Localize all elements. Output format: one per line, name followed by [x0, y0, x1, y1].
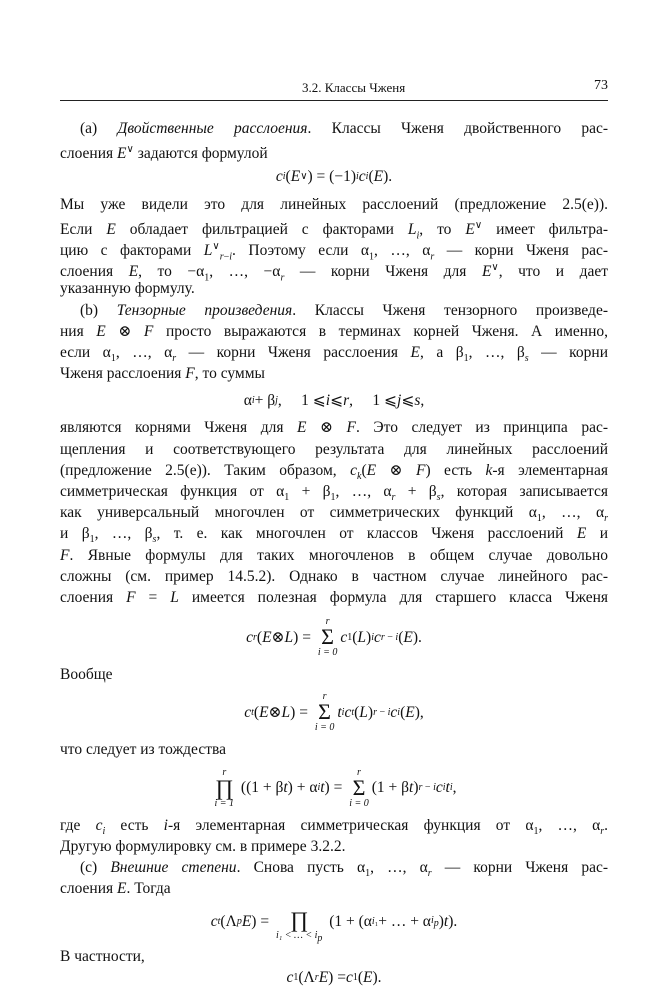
- text-line: если $\alpha_1$, …, $\alpha_r$ — корни Чженя расслоения E, а $\beta_1$, …, $\beta_s$ — корни: [60, 343, 608, 364]
- page-body: [60, 118, 608, 989]
- text-line: Если E обладает фильтрацией с факторами $L_i$, то E∨ имеет фильтра-: [60, 219, 608, 242]
- section-title: 3.2. Классы Чженя: [302, 80, 406, 95]
- formula-identity: r ∏ i = 1 ((1 + β t ) + α i t ) = r Σ i = 0 (1 + β t ) r − i c i t i ,: [214, 766, 457, 809]
- text-line: слоения E∨ задаются формулой: [60, 144, 268, 163]
- running-header: [60, 78, 608, 101]
- text-line: слоения E. Тогда: [60, 880, 171, 898]
- formula-dual: c i ( E ∨ ) = (−1) i c i ( E ).: [275, 168, 393, 186]
- text-line: Чженя расслоения F, то суммы: [60, 365, 265, 383]
- formula-sums: α i + β j , 1 ⩽ i ⩽ r , 1 ⩽ j ⩽ s ,: [243, 392, 425, 410]
- text-line: щепления и соответствующего результата для линейных расслоений: [60, 440, 608, 458]
- text-line: (c) Внешние степени. Снова пусть $\alpha_1$, …, $\alpha_r$ — корни Чженя рас-: [80, 858, 609, 879]
- text-line: являются корнями Чженя для E ⊗ F. Это следует из принципа рас-: [60, 419, 608, 437]
- page-number: 73: [594, 78, 608, 93]
- text-line: симметрическая функция от $\alpha_1 + \beta_1$, …, $\alpha_r + \beta_s$, которая записывается: [60, 483, 608, 504]
- text-line: цию с факторами $L^\vee_{r-i}$. Поэтому если $\alpha_1$, …, $\alpha_r$ — корни Чженя рас-: [60, 240, 608, 263]
- text-line: где $c_i$ есть i-я элементарная симметрическая функция от $\alpha_1$, …, $\alpha_r$.: [60, 816, 608, 837]
- text-line: слоения F = L имеется полезная формула для старшего класса Чженя: [60, 588, 608, 606]
- text-line: F. Явные формулы для таких многочленов в общем случае довольно: [60, 546, 608, 564]
- text-line: слоения E, то $-\alpha_1$, …, $-\alpha_r$ — корни Чженя для E∨, что и дает: [60, 262, 609, 284]
- formula-top-class: c r ( E ⊗ L ) = r Σ i = 0 c 1 ( L ) i c r − i ( E ).: [246, 616, 422, 659]
- text-line: Другую формулировку см. в примере 3.2.2.: [60, 837, 346, 855]
- text-line: В частности,: [60, 948, 145, 966]
- text-line: указанную формулу.: [60, 280, 195, 298]
- text-line: Вообще: [60, 666, 113, 684]
- formula-total-class: c t ( E ⊗ L ) = r Σ i = 0 t i c t ( L ) r − i c i ( E ),: [244, 691, 424, 734]
- text-line: (a) Двойственные расслоения. Классы Чженя двойственного рас-: [80, 120, 608, 137]
- text-line: ния E ⊗ F просто выражаются в терминах корней Чженя. А именно,: [60, 322, 608, 340]
- text-line: и $\beta_1$, …, $\beta_s$, т. е. как многочлен от классов Чженя расслоений E и: [60, 525, 608, 546]
- text-line: как универсальный многочлен от симметрических функций $\alpha_1$, …, $\alpha_r$: [60, 504, 608, 525]
- text-line: (b) Тензорные произведения. Классы Чженя тензорного произведе-: [80, 301, 608, 319]
- formula-top-exterior: c 1 (Λ r E ) = c 1 ( E ).: [286, 969, 382, 987]
- formula-exterior: c t (Λ p E ) = ∏ i₁ < … < $i_p$ (1 + (α i₁ + … + α $i_p$ ) t ).: [210, 907, 458, 945]
- text-line: Мы уже видели это для линейных расслоений (предложение 2.5(e)).: [60, 195, 608, 213]
- text-line: что следует из тождества: [60, 741, 226, 759]
- text-line: (предложение 2.5(e)). Таким образом, $c_k(E$ ⊗ F) есть k-я элементарная: [60, 461, 608, 482]
- text-line: сложны (см. пример 14.5.2). Однако в частном случае линейного рас-: [60, 567, 608, 585]
